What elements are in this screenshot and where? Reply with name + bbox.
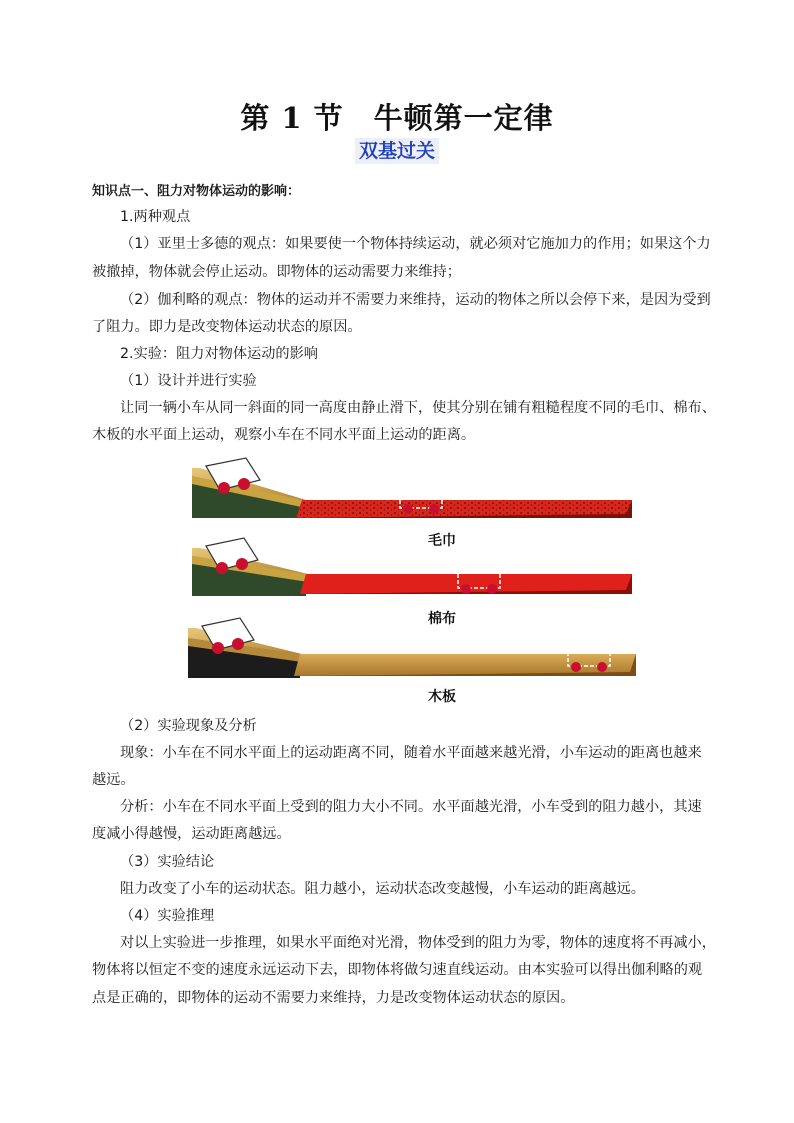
towel-setup: [192, 458, 632, 518]
section-1-heading: 1.两种观点: [120, 209, 191, 225]
analysis-line-1: 分析：小车在不同水平面上受到的阻力大小不同。水平面越光滑，小车受到的阻力越小，其速: [120, 799, 702, 815]
label-cotton: 棉布: [428, 611, 456, 627]
analysis-line-2: 度减小得越慢，运动距离越远。: [92, 826, 291, 842]
ramp-diagram: [176, 446, 646, 708]
reasoning-line-2: 物体将以恒定不变的速度永远运动下去，即物体将做匀速直线运动。由本实验可以得出伽利略的观: [92, 962, 703, 978]
wood-setup: [188, 618, 636, 678]
experiment-design-heading: （1）设计并进行实验: [120, 373, 257, 389]
knowledge-point-heading: 知识点一、阻力对物体运动的影响：: [92, 184, 301, 199]
conclusion-heading: （3）实验结论: [120, 854, 215, 870]
experiment-design-line-2: 木板的水平面上运动，观察小车在不同水平面上运动的距离。: [92, 427, 476, 443]
experiment-design-line-1: 让同一辆小车从同一斜面的同一高度由静止滑下，使其分别在铺有粗糙程度不同的毛巾、棉布、: [120, 400, 716, 416]
aristotle-view-line-1: （1）亚里士多德的观点：如果要使一个物体持续运动，就必须对它施加力的作用；如果这个力: [120, 236, 711, 252]
page-title: 第 1 节 牛顿第一定律: [240, 101, 554, 135]
subtitle-container: [0, 138, 794, 164]
cotton-setup: [192, 538, 632, 596]
label-wood: 木板: [428, 689, 456, 705]
galileo-view-line-2: 了阻力。即力是改变物体运动状态的原因。: [92, 319, 362, 335]
phenomenon-line-2: 越远。: [92, 772, 135, 788]
section-subtitle: 双基过关: [355, 138, 439, 164]
aristotle-view-line-2: 被撤掉，物体就会停止运动。即物体的运动需要力来维持；: [92, 264, 461, 280]
reasoning-line-3: 点是正确的，即物体的运动不需要力来维持，力是改变物体运动状态的原因。: [92, 990, 575, 1006]
reasoning-line-1: 对以上实验进一步推理，如果水平面绝对光滑，物体受到的阻力为零，物体的速度将不再减小，: [120, 935, 716, 951]
label-towel: 毛巾: [428, 533, 456, 549]
reasoning-heading: （4）实验推理: [120, 908, 215, 924]
phenomenon-line-1: 现象：小车在不同水平面上的运动距离不同，随着水平面越来越光滑，小车运动的距离也越来: [120, 745, 702, 761]
phenomenon-heading: （2）实验现象及分析: [120, 718, 257, 734]
experiment-figure: [176, 446, 646, 708]
conclusion-line-1: 阻力改变了小车的运动状态。阻力越小，运动状态改变越慢，小车运动的距离越远。: [120, 881, 645, 897]
section-2-heading: 2.实验：阻力对物体运动的影响: [120, 346, 318, 362]
galileo-view-line-1: （2）伽利略的观点：物体的运动并不需要力来维持，运动的物体之所以会停下来，是因为受到: [120, 292, 711, 308]
